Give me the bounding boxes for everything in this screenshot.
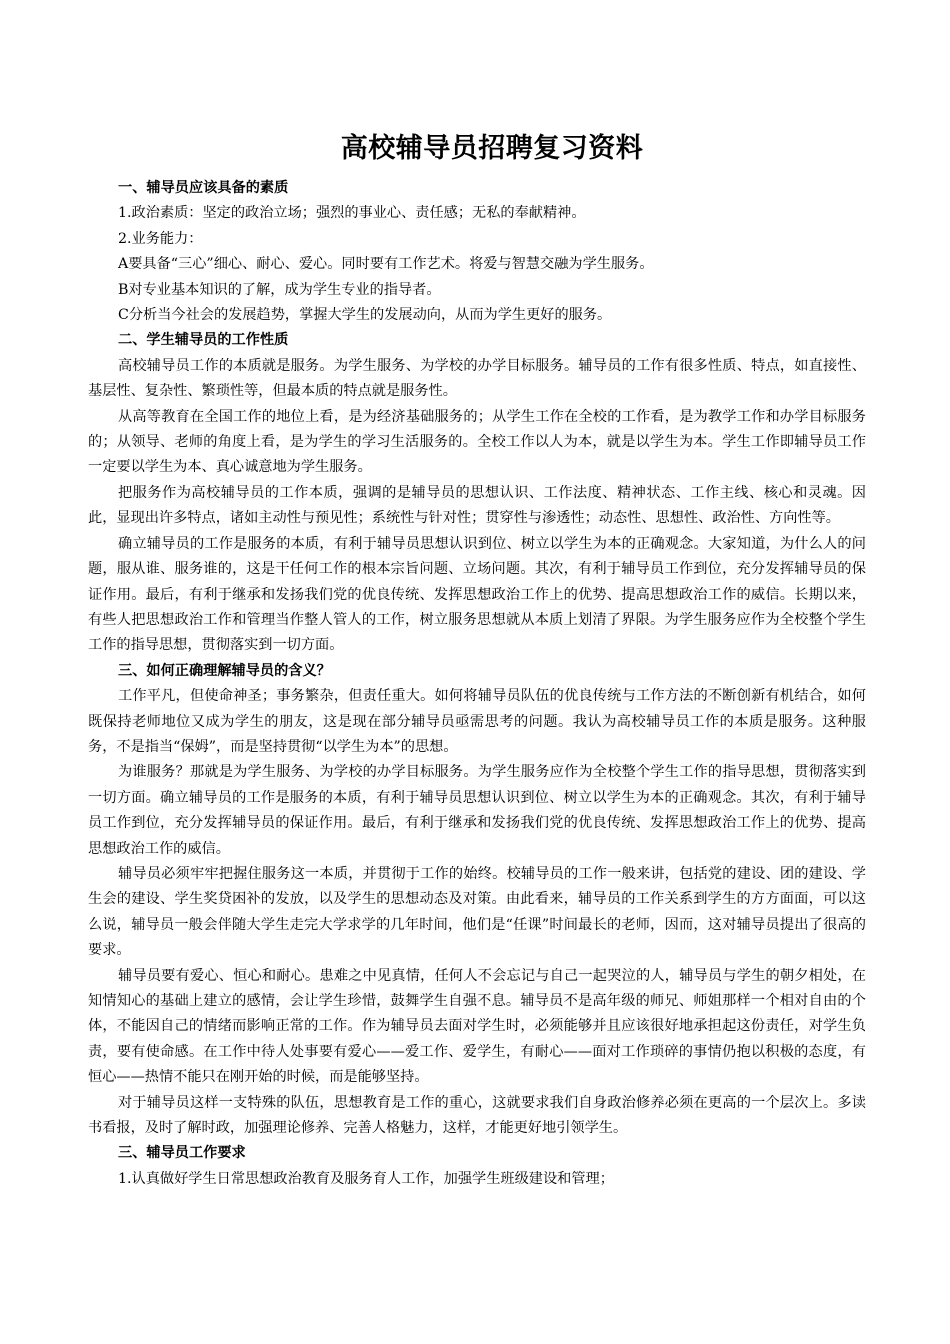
list-item: 1.政治素质：坚定的政治立场；强烈的事业心、责任感；无私的奉献精神。 <box>118 205 586 222</box>
list-item: B对专业基本知识的了解，成为学生专业的指导者。 <box>118 281 441 298</box>
list-item: 2.业务能力： <box>118 230 203 247</box>
paragraph: 工作平凡，但使命神圣；事务繁杂，但责任重大。如何将辅导员队伍的优良传统与工作方法的不断创新有机结合，如何既保持老师地位又成为学生的朋友，这是现在部分辅导员亟需思考的问题。我认为高校辅导员工作的本质是服务。这种服务，不是指当“保姆”，而是坚持贯彻“以学生为本”的思想。 <box>88 688 866 755</box>
section-heading: 二、学生辅导员的工作性质 <box>118 332 289 349</box>
paragraph: 为谁服务？那就是为学生服务、为学校的办学目标服务。为学生服务应作为全校整个学生工作的指导思想，贯彻落实到一切方面。确立辅导员的工作是服务的本质，有利于辅导员思想认识到位、树立以学生为本的正确观念。其次，有利于辅导员工作到位，充分发挥辅导员的保证作用。最后，有利于继承和发扬我们党的优良传统、发挥思想政治工作上的优势、提高思想政治工作的威信。 <box>88 764 866 857</box>
list-item: A要具备“三心”细心、耐心、爱心。同时要有工作艺术。将爱与智慧交融为学生服务。 <box>118 256 654 273</box>
section-heading: 三、如何正确理解辅导员的含义？ <box>118 662 331 679</box>
list-item: 1.认真做好学生日常思想政治教育及服务育人工作，加强学生班级建设和管理； <box>118 1170 614 1187</box>
paragraph: 对于辅导员这样一支特殊的队伍，思想教育是工作的重心，这就要求我们自身政治修养必须在更高的一个层次上。多读书看报，及时了解时政，加强理论修养、完善人格魅力，这样，才能更好地引领学生。 <box>88 1094 866 1137</box>
section-heading: 一、辅导员应该具备的素质 <box>118 180 289 196</box>
document-body <box>88 176 866 1192</box>
paragraph: 确立辅导员的工作是服务的本质，有利于辅导员思想认识到位、树立以学生为本的正确观念。大家知道，为什么人的问题，服从谁、服务谁的，这是干任何工作的根本宗旨问题、立场问题。其次，有利于辅导员工作到位，充分发挥辅导员的保证作用。最后，有利于继承和发扬我们党的优良传统、发挥思想政治工作上的优势、提高思想政治工作的威信。长期以来，有些人把思想政治工作和管理当作整人管人的工作，树立服务思想就从本质上划清了界限。为学生服务应作为全校整个学生工作的指导思想，贯彻落实到一切方面。 <box>88 535 866 654</box>
paragraph: 辅导员必须牢牢把握住服务这一本质，并贯彻于工作的始终。校辅导员的工作一般来讲，包括党的建设、团的建设、学生会的建设、学生奖贷困补的发放，以及学生的思想动态及对策。由此看来，辅导员的工作关系到学生的方方面面，可以这么说，辅导员一般会伴随大学生走完大学求学的几年时间，他们是“任课”时间最长的老师，因而，这对辅导员提出了很高的要求。 <box>88 865 866 959</box>
paragraph: 高校辅导员工作的本质就是服务。为学生服务、为学校的办学目标服务。辅导员的工作有很多性质、特点，如直接性、基层性、复杂性、繁琐性等，但最本质的特点就是服务性。 <box>88 357 866 400</box>
list-item: C分析当今社会的发展趋势，掌握大学生的发展动向，从而为学生更好的服务。 <box>118 307 612 324</box>
paragraph: 把服务作为高校辅导员的工作本质，强调的是辅导员的思想认识、工作法度、精神状态、工作主线、核心和灵魂。因此，显现出许多特点，诸如主动性与预见性；系统性与针对性；贯穿性与渗透性；动态性、思想性、政治性、方向性等。 <box>88 484 866 527</box>
section-heading: 三、辅导员工作要求 <box>118 1145 246 1162</box>
paragraph: 从高等教育在全国工作的地位上看，是为经济基础服务的；从学生工作在全校的工作看，是为教学工作和办学目标服务的；从领导、老师的角度上看，是为学生的学习生活服务的。全校工作以人为本，就是以学生为本。学生工作即辅导员工作一定要以学生为本、真心诚意地为学生服务。 <box>88 408 866 476</box>
document-title: 高校辅导员招聘复习资料 <box>340 133 644 164</box>
paragraph: 辅导员要有爱心、恒心和耐心。患难之中见真情，任何人不会忘记与自己一起哭泣的人，辅导员与学生的朝夕相处，在知情知心的基础上建立的感情，会让学生珍惜，鼓舞学生自强不息。辅导员不是高年级的师兄、师姐那样一个相对自由的个体，不能因自己的情绪而影响正常的工作。作为辅导员去面对学生时，必须能够并且应该很好地承担起这份责任，对学生负责，要有使命感。在工作中待人处事要有爱心——爱工作、爱学生，有耐心——面对工作琐碎的事情仍抱以积极的态度，有恒心——热情不能只在刚开始的时候，而是能够坚持。 <box>88 967 866 1086</box>
